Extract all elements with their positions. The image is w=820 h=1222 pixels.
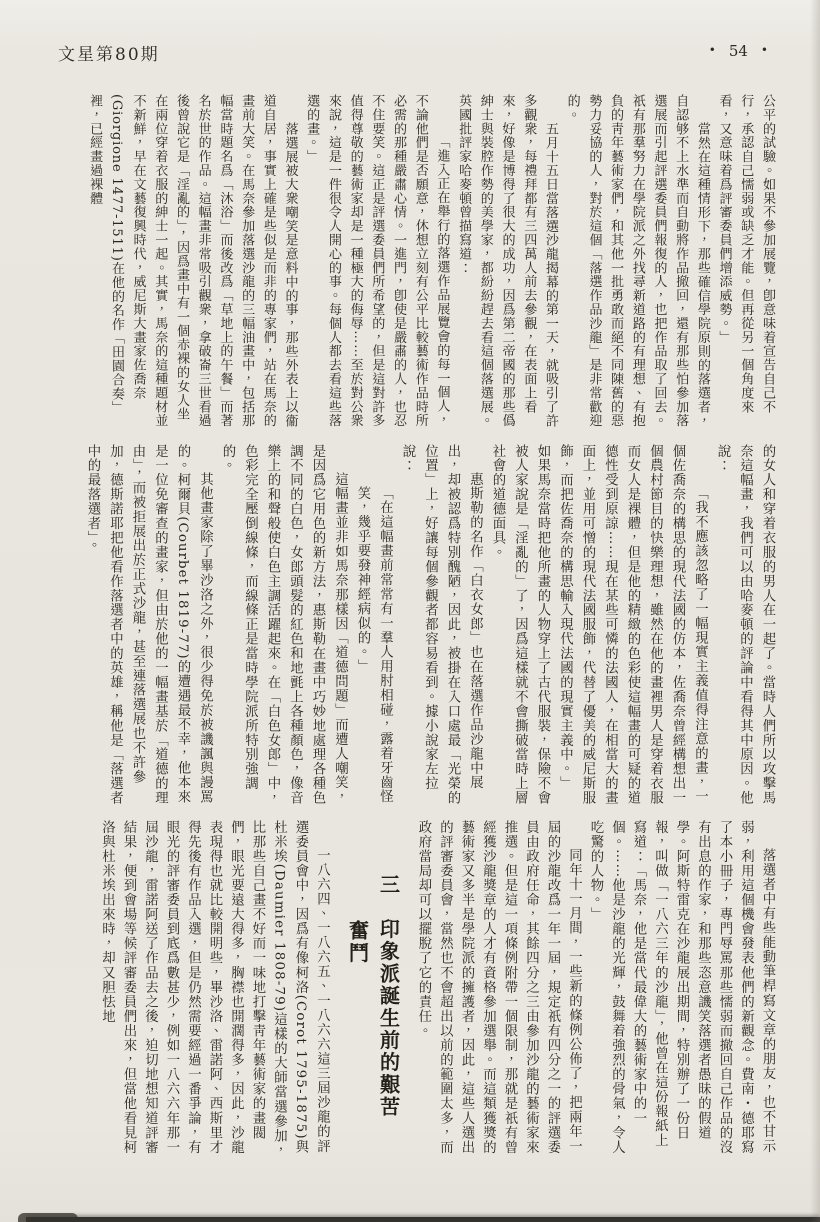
running-head	[58, 38, 774, 64]
paragraph: 一八六四、一八六五、一八六六這三屆沙龍的評選委員會中，因爲有像柯洛(Corot 1795-1875)與杜米埃(Daumier 1808-79)這樣的大師當選參加，比那些自己畫不好而一味地打擊靑年藝術家的畫閥們，眼光要遠大得多，胸襟也開濶得多，因此，沙龍表現得也就比較開明些，畢沙洛、雷諾阿、西斯里才得先後有作品入選，但是仍然需要經過一番爭論，有眼光的評審委員到底爲數甚少，例如一八六六年那一屆沙龍，雷諾阿送了作品去之後，迫切地想知道評審結果，便到會場等候評審委員們出來，但當他看見柯洛與杜米埃出來時，却又胆怯地	[99, 820, 330, 1158]
paragraph: 如果馬奈當時把他所畫的人物穿上了古代服裝，保險不會被人家說是「淫亂的」了，因爲這樣就不會撕破當時上層社會的道德面具。	[490, 444, 550, 806]
paragraph: 落選者中有些能動筆桿寫文章的朋友，也不甘示弱，利用這個機會發表他們的新觀念。費南・德耶寫了本小冊子，專門辱罵那些懦弱而撤回自己作品的沒有出息的作家，和那些恣意譏笑落選者愚昧的假道學。阿斯特雷克在沙龍展出期間，特別辦了一份日報，叫做「一八六三年的沙龍」，他曾在這份報紙上寫道：「馬奈，他是當代最偉大的藝術家中的一個。⋯⋯他是沙龍的光輝，鼓舞着強烈的骨氣，令人吃驚的人物。」	[588, 820, 775, 1155]
text-band-middle	[50, 444, 778, 806]
paragraph: 這幅畫並非如馬奈那樣因「道德問題」而遭人嘲笑，是因爲它用色的新方法，惠斯勒在畫中巧妙地處理各種色調不同的白色，女郎頭髮的紅色和地氈上各種顏色，像音樂上的和聲般使白色主調活躍起來。在「白色女郎」中，色彩完全壓倒線條，而線條正是當時學院派所特別強調的。	[220, 444, 348, 806]
paragraph: 「進入正在舉行的落選作品展覽會的每一個人，不論他們是否願意，休想立刻有公平比較藝術作品時所必需的那種嚴肅心情。一進門，卽使是嚴肅的人，也忍不住要笑。這正是評選委員們所希望的，但是這對許多值得尊敬的藝術家却是一種極大的侮辱⋯⋯至於對公衆來說，這是一件很令人開心的事。每個人都去看這些落選的畫。」	[304, 94, 450, 428]
text-band-bottom	[48, 820, 778, 1162]
section-heading-line-2: 奮鬥	[345, 920, 370, 965]
section-heading-line-1: 三 印象派誕生前的艱苦	[376, 874, 401, 1119]
page-number-value: 54	[728, 42, 748, 60]
paragraph: 「我不應該忽略了一幅現實主義值得注意的畫，一個佐喬奈的構思的現代法國的仿本，佐喬奈曾經構想出一個農村節目的快樂理想，雖然在他的畫裡男人是穿着衣服而女人是裸體，但是他的精緻的色彩使這幅畫的可疑的道德性受到原諒⋯⋯現在某些可憐的法國人，在相當大的畫面上，並用可憎的現代法國服飾，代替了優美的威尼斯服飾，而把佐喬奈的構思輸入現代法國的現實主義中。」	[557, 444, 708, 806]
paragraph: 其他畫家除了畢沙洛之外，很少得免於被譏諷與謾罵的。柯爾貝(Courbet 1819-77)的遭遇最不幸，他本來是一位免審查的畫家，但由於他的一幅畫基於「道德的理由」，而被拒展出於正式沙龍，甚至連落選展也不許參加，德斯諾耶把他看作落選者中的英雄，稱他是「落選者中的最落選者」。	[85, 444, 213, 806]
bottom-band-part-2	[96, 820, 333, 1162]
magazine-title: 文星第80期	[58, 45, 160, 65]
scan-bottom-edge	[26, 1217, 820, 1222]
text-band-top	[82, 94, 778, 428]
scan-right-edge	[810, 0, 820, 1222]
paragraph: 同年十一月間，一些新的條例公佈了，把兩年一屆的沙龍改爲一年一屆，規定祇有四分之一的評選委員由政府任命，其餘四分之三由參加沙龍的藝術家來推選。但是這一項條例附帶一個限制，那就是祇有曾經獲沙龍獎章的人才有資格參加選舉。而這類獲獎的藝術家又多半是學院派的擁護者，因此，這些人選出的評審委員會，當然也不會超出以前的範圍太多，而政府當局却可以擺脫了它的責任。	[416, 820, 582, 1155]
paragraph: 的女人和穿着衣服的男人在一起了。當時人們所以攻擊馬奈這幅畫，我們可以由哈麥頓的評論中看得其中原因。他說：	[715, 444, 775, 806]
bottom-band-part-1	[413, 820, 779, 1162]
page-marker-dot: •	[760, 43, 768, 57]
paragraph: 公平的試驗。如果不參加展覽，卽意味着宣告自己不行，承認自己懦弱或缺乏才能。但再從另一個角度來看，又意味着爲評審委員們增添威勢。」	[716, 94, 775, 414]
paragraph: 落選展被大衆嘲笑是意料中的事，那些外表上以衞道自居，事實上確是些似是而非的專家們，站在馬奈的畫前大笑。在馬奈參加落選沙龍的三幅油畫中，包括那幅當時題名爲「沐浴」而後改爲「草地上的午餐」而著名於世的作品。這幅畫非常吸引觀衆，拿破崙三世看過後曾說它是「淫亂的」，因爲畫中有一個赤裸的女人坐在兩位穿着衣服的紳士一起。其實，馬奈的這種題材並不新鮮，早在文藝復興時代，威尼斯大畫家佐喬奈(Giorgione 1477-1511)在他的名作「田園合奏」裡，已經畫過裸體	[87, 94, 298, 428]
page-marker-dot: •	[708, 43, 716, 57]
paragraph: 惠斯勒的名作「白衣女郎」也在落選作品沙龍中展出，却被認爲特別醜陋，因此，被掛在入口處最「光榮的位置」上，好讓每個參觀者都容易看到。據小說家左拉說：	[400, 444, 483, 806]
page-number	[709, 42, 768, 60]
paragraph: 當然在這種情形下，那些確信學院原則的落選者，自認够不上水準而自動將作品撤回，還有那些怕參加落選展而引起評選委員們報復的人，也把作品取了回去。祇有那羣努力在學院派之外找尋新道路的有理想、有抱負的靑年藝術家們，和其他一批勇敢而絕不同陳舊的惡勢力妥協的人，對於這個「落選作品沙龍」是非常歡迎的。	[564, 94, 710, 428]
paragraph: 「在這幅畫前常常有一羣人用肘相碰，露着牙齒怪笑，幾乎要發神經病似的。」	[355, 485, 393, 804]
section-heading	[342, 820, 404, 1162]
paragraph: 五月十五日當落選沙龍揭幕的第一天，就吸引了許多觀衆，每禮拜都有三四萬人前去參觀，在表面上看來，好像是博得了很大的成功，因爲第二帝國的那些僞紳士與裝腔作勢的美學家，都紛紛趕去看這個落選展。英國批評家哈麥頓曾描寫道：	[456, 94, 558, 428]
